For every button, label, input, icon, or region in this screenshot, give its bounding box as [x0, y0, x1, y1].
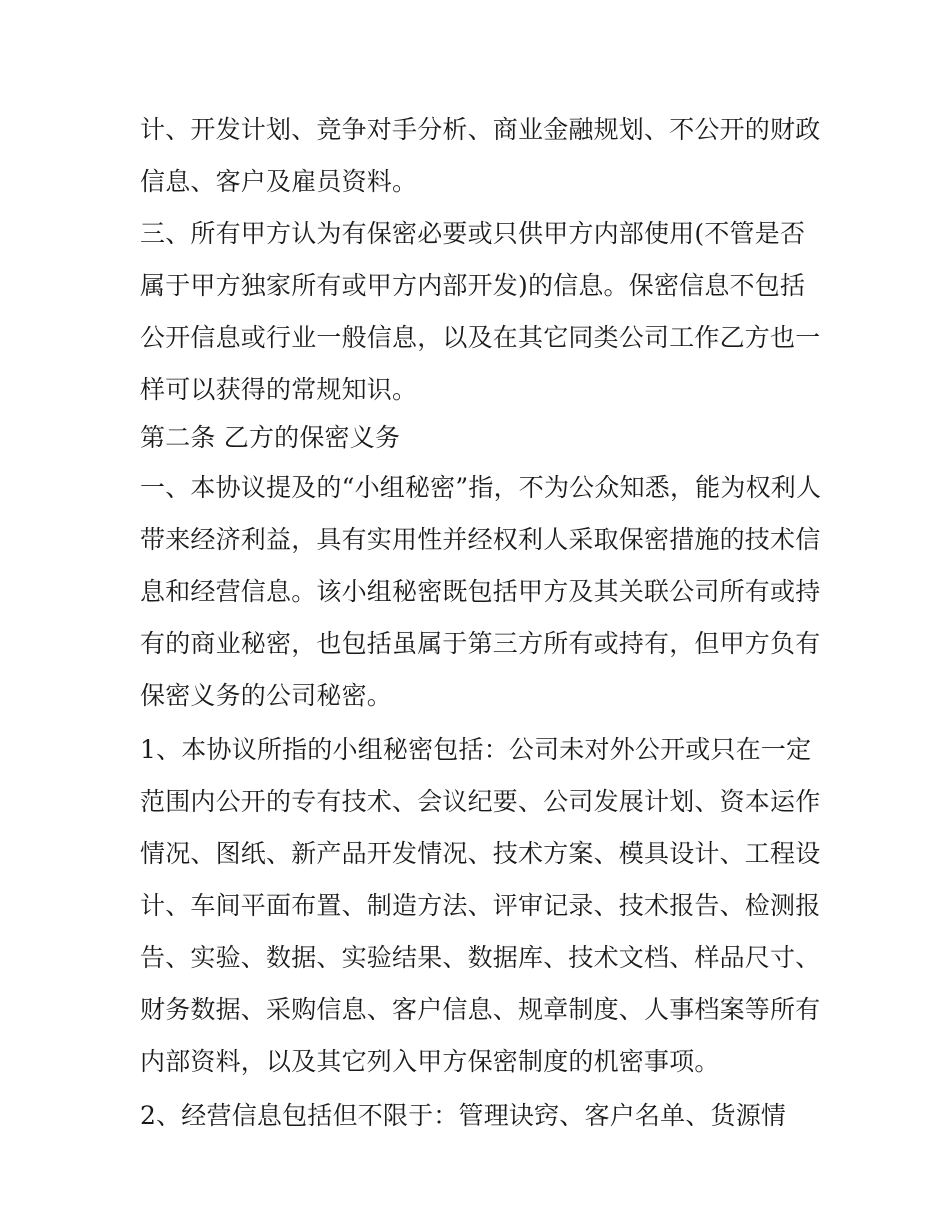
text-line: 带来经济利益，具有实用性并经权利人采取保密措施的技术信	[140, 525, 821, 554]
text-line: 信息、客户及雇员资料。	[140, 167, 418, 196]
text-line: 范围内公开的专有技术、会议纪要、公司发展计划、资本运作	[140, 787, 821, 816]
text-line: 情况、图纸、新产品开发情况、技术方案、模具设计、工程设	[140, 839, 821, 868]
text-line: 有的商业秘密，也包括虽属于第三方所有或持有，但甲方负有	[140, 629, 821, 658]
text-line: 1、本协议所指的小组秘密包括：公司未对外公开或只在一定	[140, 735, 812, 764]
text-line: 公开信息或行业一般信息，以及在其它同类公司工作乙方也一	[140, 323, 821, 352]
text-line: 告、实验、数据、实验结果、数据库、技术文档、样品尺寸、	[140, 943, 821, 972]
text-line: 息和经营信息。该小组秘密既包括甲方及其关联公司所有或持	[140, 577, 821, 606]
section-heading: 第二条 乙方的保密义务	[140, 423, 401, 452]
text-line: 属于甲方独家所有或甲方内部开发)的信息。保密信息不包括	[140, 271, 806, 300]
text-line: 2、经营信息包括但不限于：管理诀窍、客户名单、货源情	[140, 1101, 787, 1130]
text-line: 计、车间平面布置、制造方法、评审记录、技术报告、检测报	[140, 891, 821, 920]
text-line: 样可以获得的常规知识。	[140, 375, 418, 404]
text-line: 三、所有甲方认为有保密必要或只供甲方内部使用(不管是否	[140, 219, 806, 248]
text-line: 内部资料，以及其它列入甲方保密制度的机密事项。	[140, 1047, 720, 1076]
text-line: 一、本协议提及的“小组秘密”指，不为公众知悉，能为权利人	[140, 473, 822, 502]
text-line: 保密义务的公司秘密。	[140, 681, 393, 710]
text-line: 计、开发计划、竞争对手分析、商业金融规划、不公开的财政	[140, 115, 821, 144]
text-line: 财务数据、采购信息、客户信息、规章制度、人事档案等所有	[140, 995, 821, 1024]
